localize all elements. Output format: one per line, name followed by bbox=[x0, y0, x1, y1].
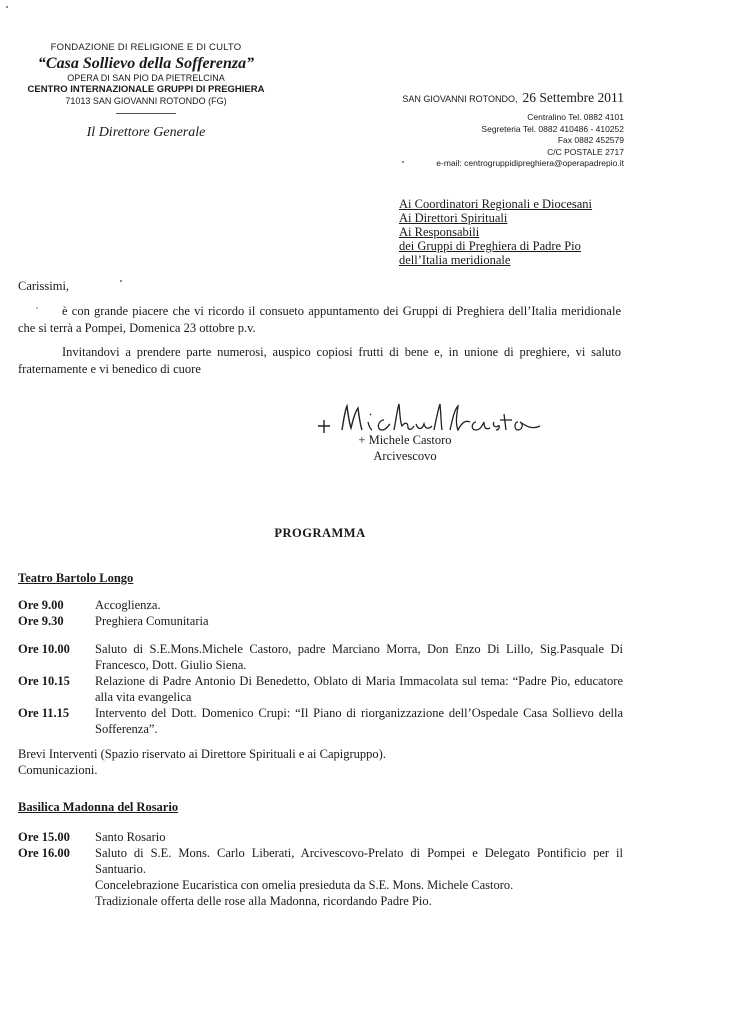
schedule-text: Relazione di Padre Antonio Di Benedetto, Oblato di Maria Immacolata sul tema: “Padre Pio, educatore alla vita evangelica bbox=[95, 674, 623, 704]
schedule-row bbox=[18, 705, 623, 737]
scan-speck bbox=[6, 6, 8, 8]
scan-speck bbox=[36, 307, 38, 309]
letterhead-centro: CENTRO INTERNAZIONALE GRUPPI DI PREGHIERA bbox=[27, 84, 265, 95]
schedule-time: Ore 16.00 bbox=[18, 846, 70, 860]
letterhead bbox=[20, 42, 272, 142]
recipient-line: Ai Direttori Spirituali bbox=[399, 211, 508, 225]
contact-fax: Fax 0882 452579 bbox=[557, 135, 624, 145]
date-city: SAN GIOVANNI ROTONDO, bbox=[402, 94, 518, 104]
signature-name: + Michele Castoro bbox=[358, 433, 452, 447]
schedule-row bbox=[18, 613, 623, 629]
signature-title: Arcivescovo bbox=[373, 449, 437, 463]
contact-block bbox=[436, 112, 624, 170]
letterhead-foundation: FONDAZIONE DI RELIGIONE E DI CULTO bbox=[50, 42, 242, 53]
recipient-line: Ai Coordinatori Regionali e Diocesani bbox=[399, 197, 593, 211]
letterhead-address: 71013 SAN GIOVANNI ROTONDO (FG) bbox=[65, 96, 227, 106]
schedule-time: Ore 15.00 bbox=[18, 830, 70, 844]
schedule-text: Tradizionale offerta delle rose alla Madonna, ricordando Padre Pio. bbox=[95, 894, 432, 908]
schedule-row bbox=[18, 893, 623, 909]
programma-title: PROGRAMMA bbox=[274, 526, 366, 540]
schedule-teatro bbox=[18, 597, 623, 737]
signature-block bbox=[345, 432, 465, 464]
schedule-row bbox=[18, 597, 623, 613]
schedule-time: Ore 11.15 bbox=[18, 706, 70, 720]
schedule-time: Ore 9.30 bbox=[18, 614, 64, 628]
schedule-row bbox=[18, 845, 623, 877]
scan-speck bbox=[402, 161, 404, 163]
body-paragraph-2: Invitandovi a prendere parte numerosi, auspico copiosi frutti di bene e, in unione di preghiere, vi saluto fraternamente e vi benedico di cuore bbox=[18, 345, 621, 376]
contact-centralino: Centralino Tel. 0882 4101 bbox=[527, 112, 624, 122]
schedule-time bbox=[18, 877, 95, 893]
note-comunicazioni: Comunicazioni. bbox=[18, 763, 98, 777]
schedule-text: Intervento del Dott. Domenico Crupi: “Il Piano di riorganizzazione dell’Ospedale Casa Sollievo della Sofferenza”. bbox=[95, 706, 623, 736]
body-paragraph-1: è con grande piacere che vi ricordo il consueto appuntamento dei Gruppi di Preghiera dell’Italia meridionale che si terrà a Pompei, Domenica 23 ottobre p.v. bbox=[18, 304, 621, 335]
contact-email: e-mail: centrogruppidipreghiera@operapadrepio.it bbox=[436, 158, 624, 168]
schedule-time: Ore 9.00 bbox=[18, 598, 64, 612]
schedule-basilica bbox=[18, 829, 623, 909]
letterhead-divider bbox=[116, 113, 176, 114]
date-line bbox=[402, 89, 624, 107]
contact-segreteria: Segreteria Tel. 0882 410486 - 410252 bbox=[481, 123, 624, 134]
schedule-text: Saluto di S.E. Mons. Carlo Liberati, Arcivescovo-Prelato di Pompei e Delegato Pontificio per il Santuario. bbox=[95, 846, 623, 876]
letterhead-director: Il Direttore Generale bbox=[86, 125, 206, 140]
recipient-line: dell’Italia meridionale bbox=[399, 253, 511, 267]
recipients-block bbox=[399, 197, 592, 267]
schedule-row bbox=[18, 641, 623, 673]
schedule-text: Santo Rosario bbox=[95, 830, 166, 844]
contact-postal: C/C POSTALE 2717 bbox=[547, 146, 624, 157]
salutation: Carissimi, bbox=[18, 279, 70, 293]
schedule-text: Accoglienza. bbox=[95, 598, 161, 612]
section-heading-basilica: Basilica Madonna del Rosario bbox=[18, 800, 179, 814]
section-heading-teatro: Teatro Bartolo Longo bbox=[18, 571, 134, 585]
schedule-time: Ore 10.00 bbox=[18, 642, 70, 656]
recipient-line: Ai Responsabili bbox=[399, 225, 480, 239]
schedule-row bbox=[18, 829, 623, 845]
schedule-row bbox=[18, 673, 623, 705]
schedule-time: Ore 10.15 bbox=[18, 674, 70, 688]
schedule-time bbox=[18, 893, 95, 909]
scan-speck bbox=[120, 280, 122, 282]
letterhead-opera: OPERA DI SAN PIO DA PIETRELCINA bbox=[67, 73, 225, 83]
schedule-text: Saluto di S.E.Mons.Michele Castoro, padre Marciano Morra, Don Enzo Di Lillo, Sig.Pasquale Di Francesco, Dott. Giulio Siena. bbox=[95, 642, 623, 672]
note-interventi: Brevi Interventi (Spazio riservato ai Direttore Spirituali e ai Capigruppo). bbox=[18, 747, 386, 761]
schedule-text: Concelebrazione Eucaristica con omelia presieduta da S.E. Mons. Michele Castoro. bbox=[95, 878, 514, 892]
recipient-line: dei Gruppi di Preghiera di Padre Pio bbox=[399, 239, 581, 253]
date-value: 26 Settembre 2011 bbox=[522, 90, 624, 105]
schedule-row bbox=[18, 877, 623, 893]
schedule-text: Preghiera Comunitaria bbox=[95, 614, 209, 628]
letterhead-name: “Casa Sollievo della Sofferenza” bbox=[37, 55, 255, 72]
